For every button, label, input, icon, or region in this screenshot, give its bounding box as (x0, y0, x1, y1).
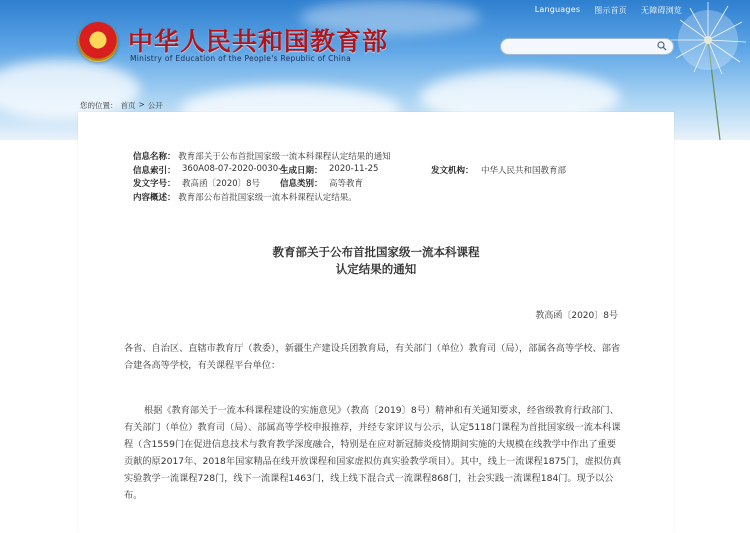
languages-link[interactable]: Languages (534, 5, 581, 14)
info-row-index (133, 163, 567, 178)
site-title[interactable]: 中华人民共和国教育部 (128, 27, 389, 56)
info-docno-value: 教高函〔2020〕8号 (182, 179, 261, 189)
site-subtitle: Ministry of Education of the People's Republic of China (130, 54, 352, 63)
homepage-link[interactable]: 图示首页 (594, 6, 627, 15)
info-docno-label: 发文字号： (133, 179, 176, 189)
info-row-name (133, 150, 391, 164)
info-summary-label: 内容概述： (133, 192, 176, 203)
document-number: 教高函〔2020〕8号 (535, 311, 618, 321)
info-table (133, 150, 567, 204)
accessibility-link[interactable]: 无障碍浏览 (641, 6, 682, 15)
search-box (500, 38, 674, 55)
breadcrumb-prefix: 您的位置： (80, 101, 118, 110)
info-row-summary (133, 191, 391, 205)
info-date-value: 2020-11-25 (329, 163, 379, 174)
info-date-label: 生成日期： (280, 165, 323, 176)
info-issuer-value: 中华人民共和国教育部 (481, 165, 567, 176)
info-row-docno (133, 177, 391, 191)
breadcrumb-home-link[interactable]: 首页 (120, 101, 136, 110)
document-panel (78, 112, 674, 533)
breadcrumb (80, 100, 163, 111)
info-issuer-label: 发文机构： (431, 165, 474, 176)
document-title-line1: 教育部关于公布首批国家级一流本科课程 (272, 245, 480, 259)
body-paragraph (124, 402, 624, 504)
info-category-label: 信息类别： (280, 179, 323, 189)
info-index-label: 信息索引： (133, 165, 176, 176)
info-category-value: 高等教育 (329, 179, 364, 189)
breadcrumb-separator: > (138, 100, 145, 109)
info-name-label: 信息名称： (133, 152, 176, 162)
addressee-paragraph (124, 340, 624, 374)
document-title-line2: 认定结果的通知 (335, 262, 417, 276)
search-input[interactable] (509, 40, 653, 55)
breadcrumb-current-link[interactable]: 公开 (147, 101, 163, 110)
addressee-text: 各省、自治区、直辖市教育厅（教委），新疆生产建设兵团教育局，有关部门（单位）教育司（局），部属各高等学校、部省合建各高等学校，有关课程平台单位： (124, 343, 621, 371)
cloud-decoration (0, 60, 140, 120)
info-name-value: 教育部关于公布首批国家级一流本科课程认定结果的通知 (178, 152, 391, 162)
national-emblem-logo[interactable] (78, 22, 118, 62)
info-summary-value: 教育部公布首批国家级一流本科课程认定结果。 (178, 192, 357, 203)
body-text: 根据《教育部关于一流本科课程建设的实施意见》（教高〔2019〕8号）精神和有关通知要求，经省级教育行政部门、有关部门（单位）教育司（局）、部属高等学校申报推荐，并经专家评议与公示，认定5118门课程为首批国家级一流本科课程（含1559门在促进信息技术与教育教学深度融合，特别是在应对新冠肺炎疫情期间实施的大规模在线教学中作出了重要贡献的原2017年、2018年国家精品在线开放课程和国家虚拟仿真实验教学项目）。其中，线上一流课程1875门，虚拟仿真实验教学一流课程728门，线下一流课程1463门，线上线下混合式一流课程868门，社会实践一流课程184门。现予以公布。 (124, 405, 622, 501)
top-links (535, 5, 682, 16)
search-icon[interactable] (657, 41, 667, 51)
info-index-value: 360A08-07-2020-0030-1 (182, 163, 287, 174)
